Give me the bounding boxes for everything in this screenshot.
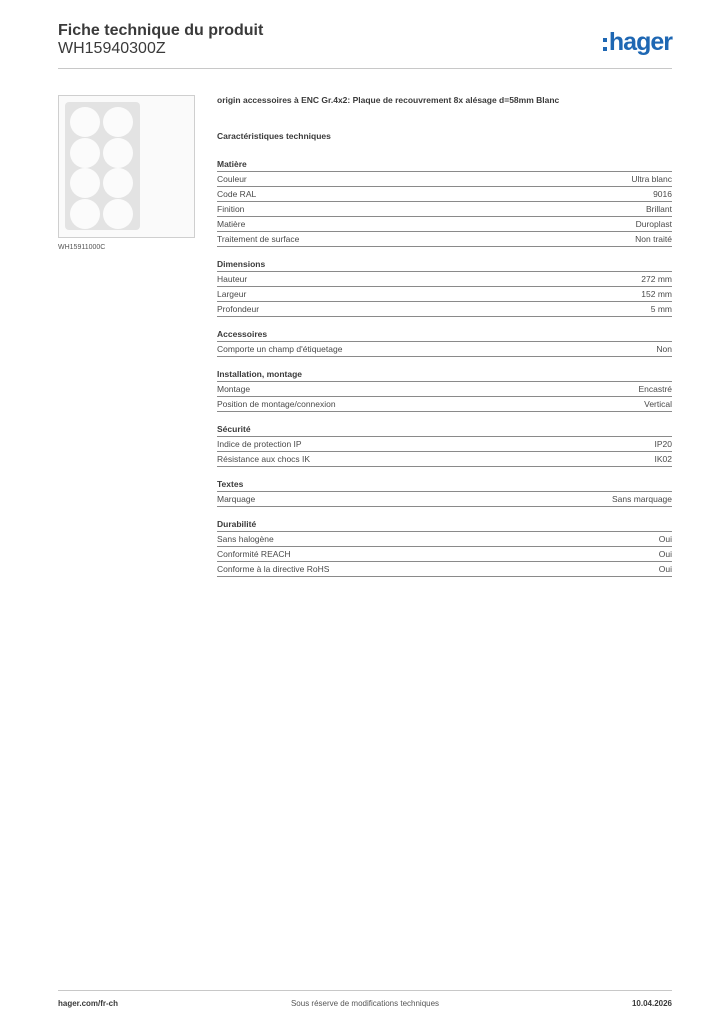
- spec-label: Traitement de surface: [217, 234, 300, 244]
- spec-value: Sans marquage: [611, 494, 672, 504]
- spec-row: [217, 397, 672, 412]
- spec-label: Hauteur: [217, 274, 248, 284]
- spec-group: [217, 259, 672, 317]
- spec-row: [217, 217, 672, 232]
- spec-group-title: Durabilité: [217, 519, 672, 532]
- spec-value: Duroplast: [635, 219, 672, 229]
- spec-value: Oui: [658, 534, 672, 544]
- hager-logo: [603, 28, 672, 56]
- spec-row: [217, 547, 672, 562]
- spec-row: [217, 187, 672, 202]
- spec-row: [217, 202, 672, 217]
- spec-row: [217, 532, 672, 547]
- footer-note: Sous réserve de modifications techniques: [290, 999, 440, 1008]
- spec-group: [217, 519, 672, 577]
- spec-group-title: Dimensions: [217, 259, 672, 272]
- spec-group-title: Sécurité: [217, 424, 672, 437]
- spec-group-title: Textes: [217, 479, 672, 492]
- spec-row: [217, 172, 672, 187]
- cover-plate-illustration: [65, 102, 140, 230]
- spec-row: [217, 342, 672, 357]
- logo-colon-icon: [603, 38, 607, 51]
- spec-value: Brillant: [646, 204, 672, 214]
- page-header: [58, 22, 672, 69]
- product-name: origin accessoires à ENC Gr.4x2: Plaque de recouvrement 8x alésage d=58mm Blanc: [217, 95, 560, 105]
- plate-hole: [103, 138, 133, 168]
- spec-label: Marquage: [217, 494, 256, 504]
- spec-group-title: Matière: [217, 159, 672, 172]
- spec-value: Ultra blanc: [631, 174, 672, 184]
- product-reference: WH15940300Z: [58, 40, 166, 57]
- product-image: [58, 95, 195, 238]
- spec-value: Non: [656, 344, 672, 354]
- plate-hole: [70, 138, 100, 168]
- spec-value: IP20: [654, 439, 672, 449]
- spec-label: Matière: [217, 219, 246, 229]
- spec-value: Encastré: [638, 384, 672, 394]
- spec-group-title: Accessoires: [217, 329, 672, 342]
- logo-text: hager: [608, 27, 672, 56]
- spec-value: Vertical: [644, 399, 672, 409]
- spec-group: [217, 329, 672, 357]
- plate-hole: [70, 168, 100, 198]
- spec-value: IK02: [654, 454, 672, 464]
- spec-group: [217, 479, 672, 507]
- spec-label: Profondeur: [217, 304, 260, 314]
- spec-label: Conformité REACH: [217, 549, 291, 559]
- spec-label: Couleur: [217, 174, 247, 184]
- spec-label: Conforme à la directive RoHS: [217, 564, 330, 574]
- plate-hole: [103, 199, 133, 229]
- spec-group: [217, 369, 672, 412]
- spec-label: Sans halogène: [217, 534, 274, 544]
- spec-group: [217, 159, 672, 247]
- spec-row: [217, 492, 672, 507]
- spec-label: Résistance aux chocs IK: [217, 454, 311, 464]
- spec-value: Oui: [658, 549, 672, 559]
- spec-row: [217, 452, 672, 467]
- spec-label: Code RAL: [217, 189, 257, 199]
- spec-label: Largeur: [217, 289, 247, 299]
- footer-date: 10.04.2026: [631, 999, 672, 1008]
- spec-label: Indice de protection IP: [217, 439, 302, 449]
- plate-hole: [70, 199, 100, 229]
- spec-row: [217, 382, 672, 397]
- spec-label: Comporte un champ d'étiquetage: [217, 344, 343, 354]
- spec-group-title: Installation, montage: [217, 369, 672, 382]
- spec-label: Montage: [217, 384, 251, 394]
- spec-row: [217, 302, 672, 317]
- page-footer: [58, 990, 672, 1012]
- page-title: Fiche technique du produit: [58, 22, 264, 39]
- spec-value: 5 mm: [650, 304, 672, 314]
- spec-value: 272 mm: [641, 274, 672, 284]
- spec-group: [217, 424, 672, 467]
- footer-website: hager.com/fr-ch: [58, 999, 119, 1008]
- spec-label: Finition: [217, 204, 245, 214]
- spec-value: 9016: [653, 189, 672, 199]
- spec-label: Position de montage/connexion: [217, 399, 336, 409]
- spec-value: Non traité: [635, 234, 672, 244]
- product-details: [217, 95, 672, 577]
- image-code: WH15911000C: [58, 244, 106, 251]
- spec-row: [217, 562, 672, 577]
- characteristics-groups: [217, 159, 672, 577]
- spec-value: Oui: [658, 564, 672, 574]
- spec-row: [217, 437, 672, 452]
- spec-value: 152 mm: [641, 289, 672, 299]
- spec-row: [217, 272, 672, 287]
- plate-hole: [103, 168, 133, 198]
- plate-hole: [103, 107, 133, 137]
- spec-row: [217, 287, 672, 302]
- section-title: Caractéristiques techniques: [217, 131, 331, 141]
- spec-row: [217, 232, 672, 247]
- plate-hole: [70, 107, 100, 137]
